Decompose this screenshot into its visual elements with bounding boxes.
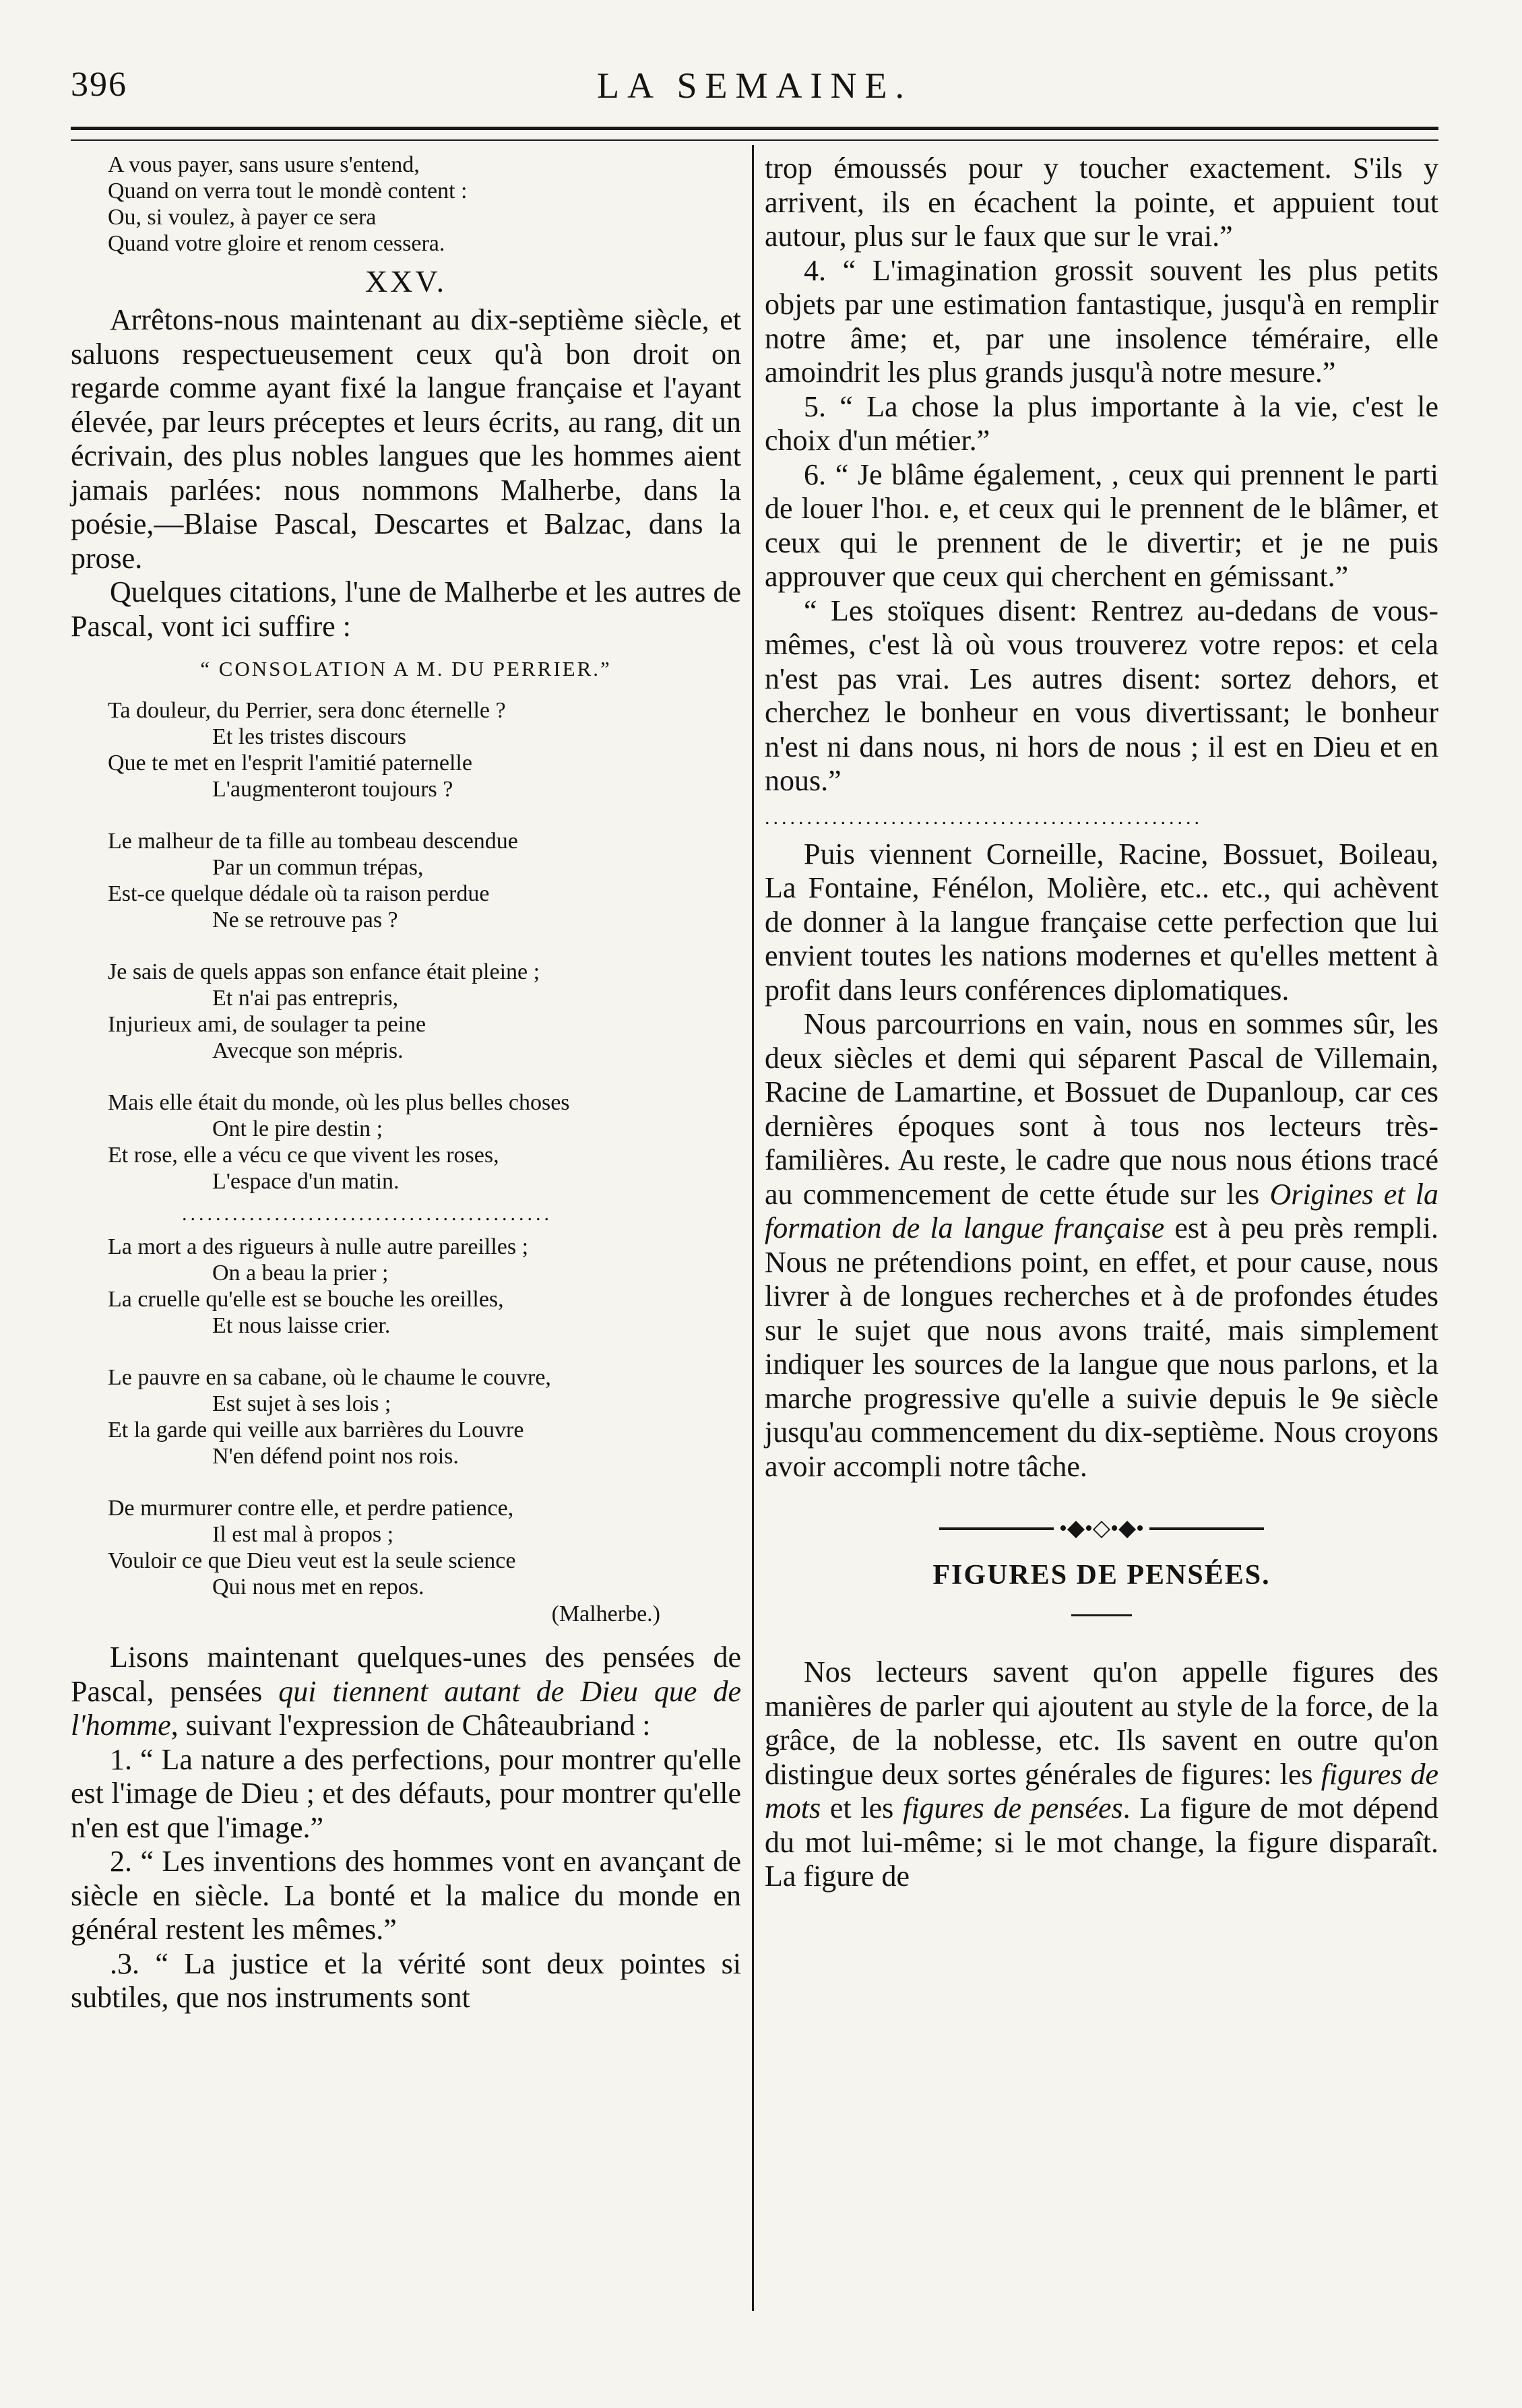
verse-line: La mort a des rigueurs à nulle autre pareilles ;	[108, 1234, 529, 1259]
verse-line: Ont le pire destin ;	[212, 1116, 383, 1141]
verse-line: Ou, si voulez, à payer ce sera	[108, 205, 377, 230]
verse-line: La cruelle qu'elle est se bouche les oreilles,	[108, 1287, 504, 1312]
verse-line: Ne se retrouve pas ?	[212, 908, 398, 932]
verse-line: Injurieux ami, de soulager ta peine	[108, 1012, 426, 1037]
poem-stanza	[71, 1234, 741, 1339]
verse-line: Et la garde qui veille aux barrières du Louvre	[108, 1418, 524, 1443]
paragraph: Nos lecteurs savent qu'on appelle figures des manières de parler qui ajoutent au style de la force, de la grâce, de la noblesse, etc. Ils savent en outre qu'on distingue deux sortes générales de figures: les figures de mots et les figures de pensées. La figure de mot dépend du mot lui-même; si le mot change, la figure disparaît. La figure de	[765, 1655, 1439, 1893]
poem-stanza	[71, 1089, 741, 1195]
ornament-glyph: •◆•◇•◆•	[1058, 1516, 1145, 1541]
paragraph: 2. “ Les inventions des hommes vont en avançant de siècle en siècle. La bonté et la malice du monde en général restent les mêmes.”	[71, 1845, 741, 1946]
verse-line: Par un commun trépas,	[212, 855, 424, 880]
heading-rule	[1071, 1614, 1132, 1616]
poem-stanza	[71, 959, 741, 1064]
verse-top	[71, 152, 741, 257]
ellipsis-separator: ............................................	[182, 1204, 552, 1224]
verse-line: Et nous laisse crier.	[212, 1313, 391, 1338]
section-number: XXV.	[364, 264, 447, 298]
paragraph: Nous parcourrions en vain, nous en sommes sûr, les deux siècles et demi qui séparent Pascal de Villemain, Racine de Lamartine, et Bossuet de Dupanloup, car ces dernières époques sont à tous nos lecteurs très-familières. Au reste, le cadre que nous nous étions tracé au commencement de cette étude sur les Origines et la formation de la langue française est à peu près rempli. Nous ne prétendions point, en effet, et pour cause, nous livrer à de longues recherches et à de profondes études sur le sujet que nous avons traité, mais simplement indiquer les sources de la langue que nous parlons, et la marche progressive qu'elle a suivie depuis le 9e siècle jusqu'au commencement du dix-septième. Nous croyons avoir accompli notre tâche.	[765, 1007, 1439, 1483]
running-title: LA SEMAINE.	[597, 65, 912, 106]
poem-stanza	[71, 697, 741, 802]
page-header	[71, 65, 1438, 112]
paragraph: Arrêtons-nous maintenant au dix-septième siècle, et saluons respectueusement ceux qu'à bon droit on regarde comme ayant fixé la langue française et l'ayant élevée, par leurs préceptes et leurs écrits, au rang, dit un écrivain, des plus nobles langues que les hommes aient jamais parlées: nous nommons Malherbe, dans la poésie,—Blaise Pascal, Descartes et Balzac, dans la prose.	[71, 303, 741, 575]
emphasis: Origines et la formation de la langue française	[765, 1177, 1439, 1244]
paragraph: Lisons maintenant quelques-unes des pensées de Pascal, pensées qui tiennent autant de Dieu que de l'homme, suivant l'expression de Châteaubriand :	[71, 1641, 741, 1742]
verse-line: Et n'ai pas entrepris,	[212, 986, 399, 1011]
paragraph: 1. “ La nature a des perfections, pour montrer qu'elle est l'image de Dieu ; et des défauts, pour montrer qu'elle n'en est que l'image.”	[71, 1742, 741, 1844]
right-column	[765, 152, 1438, 1894]
poem-title: “ CONSOLATION A M. DU PERRIER.”	[200, 657, 612, 680]
paragraph: trop émoussés pour y toucher exactement. S'ils y arrivent, ils en écachent la pointe, et appuient tout autour, plus sur le faux que sur le vrai.”	[765, 152, 1438, 253]
verse-line: N'en défend point nos rois.	[212, 1444, 459, 1469]
verse-line: Et rose, elle a vécu ce que vivent les roses,	[108, 1143, 499, 1168]
paragraph: Quelques citations, l'une de Malherbe et les autres de Pascal, vont ici suffire :	[71, 575, 741, 643]
page-number: 396	[71, 65, 127, 104]
verse-line: Je sais de quels appas son enfance était pleine ;	[108, 959, 540, 984]
verse-line: Que te met en l'esprit l'amitié paternelle	[108, 751, 472, 775]
verse-line: A vous payer, sans usure s'entend,	[108, 152, 420, 177]
ornament-divider	[765, 1517, 1438, 1540]
verse-line: L'augmenteront toujours ?	[212, 777, 453, 802]
verse-line: L'espace d'un matin.	[212, 1169, 400, 1194]
verse-line: Avecque son mépris.	[212, 1038, 404, 1063]
verse-line: Mais elle était du monde, où les plus belles choses	[108, 1090, 570, 1115]
left-column	[71, 152, 741, 2015]
poem-stanza	[71, 1364, 741, 1469]
verse-line: Quand on verra tout le mondè content :	[108, 179, 468, 203]
poem-stanza	[71, 1495, 741, 1600]
header-rule-thick	[71, 127, 1438, 130]
paragraph: .3. “ La justice et la vérité sont deux pointes si subtiles, que nos instruments sont	[71, 1946, 741, 2014]
verse-line: De murmurer contre elle, et perdre patience,	[108, 1496, 514, 1521]
verse-line: Il est mal à propos ;	[212, 1522, 394, 1547]
paragraph: Puis viennent Corneille, Racine, Bossuet, Boileau, La Fontaine, Fénélon, Molière, etc.. etc., qui achèvent de donner à la langue française cette perfection que lui envient toutes les nations modernes et qu'elles mettent à profit dans leurs conférences diplomatiques.	[765, 837, 1438, 1007]
header-rule-thin	[71, 139, 1438, 141]
ellipsis-separator: ....................................................	[765, 807, 1203, 828]
verse-line: Ta douleur, du Perrier, sera donc éternelle ?	[108, 698, 506, 723]
emphasis: qui tiennent autant de Dieu que de l'homme	[71, 1674, 741, 1742]
verse-line: Quand votre gloire et renom cessera.	[108, 231, 445, 256]
verse-line: Le malheur de ta fille au tombeau descendue	[108, 829, 518, 854]
paragraph: 4. “ L'imagination grossit souvent les plus petits objets par une estimation fantastique, jusqu'à en remplir notre âme; et, par une insolence téméraire, elle amoindrit les plus grands jusqu'à notre mesure.”	[765, 253, 1438, 389]
verse-line: Est-ce quelque dédale où ta raison perdue	[108, 881, 490, 906]
emphasis: figures de mots	[765, 1757, 1439, 1825]
paragraph: 6. “ Je blâme également, , ceux qui prennent le parti de louer l'hoı. e, et ceux qui le prennent de le blâmer, et ceux qui le prennent de le divertir; et je ne puis approuver que ceux qui cherchent en gémissant.”	[765, 457, 1438, 593]
paragraph: “ Les stoïques disent: Rentrez au-dedans de vous-mêmes, c'est là où vous trouverez votre repos: et cela n'est pas vrai. Les autres disent: sortez dehors, et cherchez le bonheur en vous divertissant; le bonheur n'est ni dans nous, ni hors de nous ; il est en Dieu et en nous.”	[765, 594, 1438, 797]
verse-line: Vouloir ce que Dieu veut est la seule science	[108, 1548, 516, 1573]
verse-line: On a beau la prier ;	[212, 1261, 389, 1286]
paragraph: 5. “ La chose la plus importante à la vie, c'est le choix d'un métier.”	[765, 389, 1438, 457]
poem-attribution: (Malherbe.)	[551, 1602, 660, 1626]
verse-line: Qui nous met en repos.	[212, 1575, 424, 1599]
column-divider	[752, 145, 754, 2311]
verse-line: Le pauvre en sa cabane, où le chaume le couvre,	[108, 1365, 551, 1390]
verse-line: Est sujet à ses lois ;	[212, 1391, 391, 1416]
section-heading: FIGURES DE PENSÉES.	[932, 1560, 1271, 1591]
verse-line: Et les tristes discours	[212, 724, 407, 749]
emphasis: figures de pensées	[903, 1792, 1123, 1825]
poem-stanza	[71, 828, 741, 933]
